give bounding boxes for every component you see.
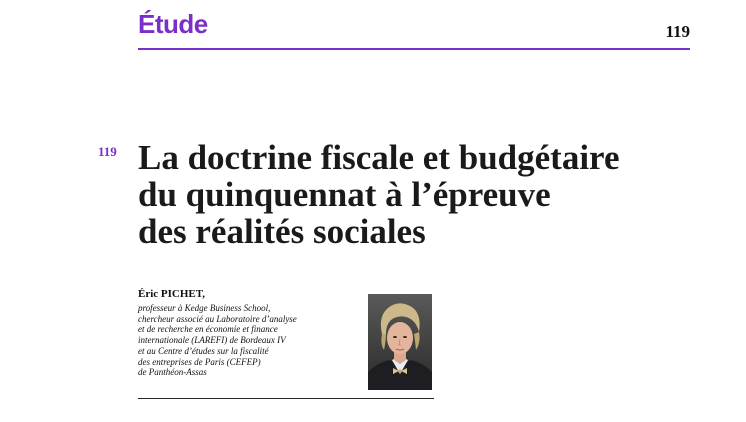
affiliation-line: et au Centre d’études sur la fiscalité <box>138 345 269 356</box>
author-affiliation <box>138 303 363 378</box>
affiliation-line: des entreprises de Paris (CEFEP) <box>138 356 261 367</box>
affiliation-line: de Panthéon-Assas <box>138 367 207 378</box>
title-line: du quinquennat à l’épreuve <box>138 175 551 214</box>
title-line: des réalités sociales <box>138 212 426 251</box>
author-photo <box>368 294 432 390</box>
title-line: La doctrine fiscale et budgétaire <box>138 138 620 177</box>
article-title <box>138 139 678 250</box>
affiliation-line: professeur à Kedge Business School, <box>138 303 271 313</box>
header-divider <box>138 48 690 50</box>
affiliation-line: et de recherche en économie et finance <box>138 324 278 335</box>
author-block-divider <box>138 398 434 399</box>
author-name: Éric PICHET, <box>138 288 206 300</box>
section-title: Étude <box>138 9 208 39</box>
affiliation-line: internationale (LAREFI) de Bordeaux IV <box>138 335 286 346</box>
affiliation-line: chercheur associé au Laboratoire d’analyse <box>138 313 297 324</box>
article-number: 119 <box>98 144 117 159</box>
page-number: 119 <box>665 22 690 41</box>
author-portrait-image <box>368 294 432 390</box>
